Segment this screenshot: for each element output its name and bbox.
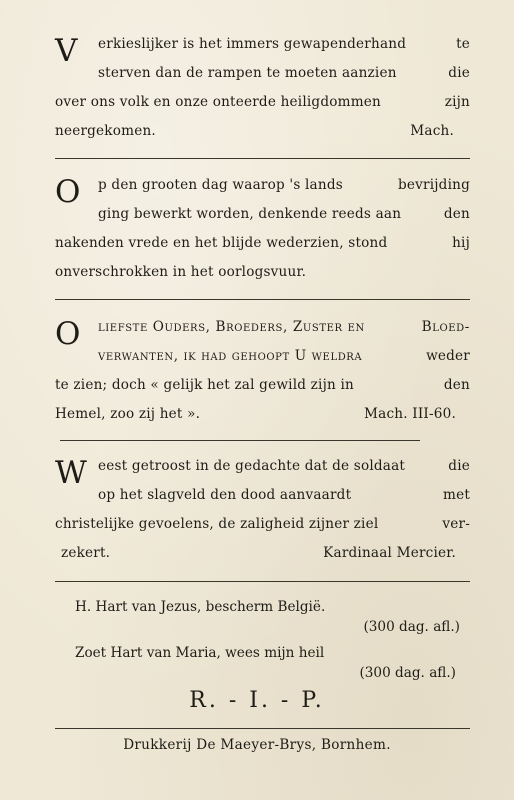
text-line: te zien; doch « gelijk het zal gewild zijn in den bbox=[55, 377, 470, 393]
text-line: ging bewerkt worden, denkende reeds aan den bbox=[98, 206, 470, 222]
text-line: liefste Ouders, Broeders, Zuster en Bloed- bbox=[98, 319, 470, 335]
dropcap-letter: V bbox=[55, 33, 78, 69]
text-line: erkieslijker is het immers gewapenderhand te bbox=[98, 36, 470, 52]
text-line: zekert. Kardinaal Mercier. bbox=[55, 539, 470, 568]
dropcap-letter: O bbox=[55, 174, 81, 210]
quote-paragraph-4 bbox=[55, 452, 470, 568]
prayer-2 bbox=[75, 643, 460, 683]
dropcap-letter: W bbox=[55, 455, 88, 491]
text-line: op het slagveld den dood aanvaardt met bbox=[98, 487, 470, 503]
rip-heading: R. - I. - P. bbox=[189, 688, 325, 713]
text-line: Hemel, zoo zij het ». Mach. III-60. bbox=[55, 400, 470, 429]
prayer-1 bbox=[75, 597, 460, 637]
prayer-text: H. Hart van Jezus, bescherm België. bbox=[75, 599, 326, 615]
source-attribution: Kardinaal Mercier. bbox=[323, 545, 456, 561]
text-line: verwanten, ik had gehoopt U weldra weder bbox=[98, 348, 470, 364]
text-line: eest getroost in de gedachte dat de soldaat die bbox=[98, 458, 470, 474]
divider-rule bbox=[55, 299, 470, 300]
divider-rule bbox=[55, 728, 470, 729]
dropcap-letter: O bbox=[55, 316, 81, 352]
text-line: neergekomen. Mach. bbox=[55, 117, 470, 146]
quote-paragraph-3 bbox=[55, 313, 470, 429]
divider-rule bbox=[55, 158, 470, 159]
divider-rule bbox=[60, 440, 420, 441]
printer-credit: Drukkerij De Maeyer-Brys, Bornhem. bbox=[123, 737, 391, 753]
source-attribution: Mach. bbox=[410, 123, 454, 139]
text-line: p den grooten dag waarop 's lands bevrijding bbox=[98, 177, 470, 193]
source-attribution: Mach. III-60. bbox=[364, 406, 456, 422]
text-line: onverschrokken in het oorlogsvuur. bbox=[55, 264, 307, 280]
quote-paragraph-2 bbox=[55, 171, 470, 287]
prayer-text: Zoet Hart van Maria, wees mijn heil bbox=[75, 645, 325, 661]
indulgence-note: (300 dag. afl.) bbox=[363, 619, 460, 635]
text-line: nakenden vrede en het blijde wederzien, stond hij bbox=[55, 235, 470, 251]
text-line: christelijke gevoelens, de zaligheid zijner ziel ver- bbox=[55, 516, 470, 532]
text-line: over ons volk en onze onteerde heiligdommen zijn bbox=[55, 94, 470, 110]
quote-paragraph-1 bbox=[55, 30, 470, 146]
indulgence-note: (300 dag. afl.) bbox=[359, 665, 456, 681]
text-line: sterven dan de rampen te moeten aanzien die bbox=[98, 65, 470, 81]
divider-rule bbox=[55, 581, 470, 582]
